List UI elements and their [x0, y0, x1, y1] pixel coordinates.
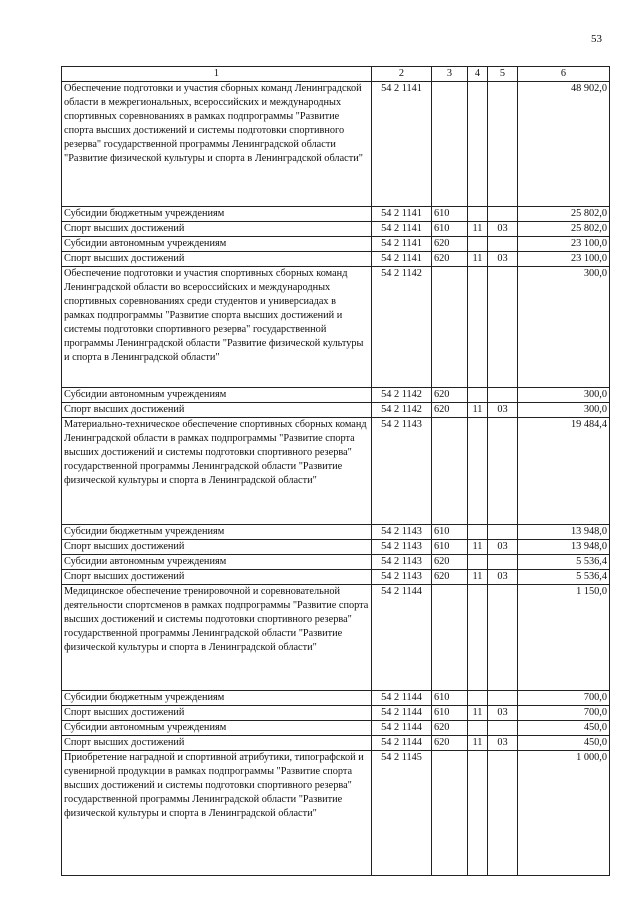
row-amount-cell: 700,0 — [518, 691, 610, 706]
program-row — [62, 585, 610, 691]
row-name-cell: Спорт высших достижений — [62, 252, 372, 267]
table-row — [62, 388, 610, 403]
row-col5-cell — [488, 207, 518, 222]
row-amount-cell: 300,0 — [518, 267, 610, 388]
row-code-cell: 54 2 1144 — [372, 736, 432, 751]
row-amount-cell: 450,0 — [518, 736, 610, 751]
row-name-cell: Спорт высших достижений — [62, 570, 372, 585]
row-amount-cell: 300,0 — [518, 388, 610, 403]
row-col3-cell: 620 — [432, 570, 468, 585]
table-row — [62, 736, 610, 751]
row-code-cell: 54 2 1143 — [372, 418, 432, 525]
row-col3-cell — [432, 751, 468, 876]
program-row — [62, 418, 610, 525]
row-col5-cell — [488, 82, 518, 207]
budget-table — [61, 66, 610, 876]
row-col4-cell — [468, 237, 488, 252]
table-row — [62, 222, 610, 237]
row-name-cell: Субсидии автономным учреждениям — [62, 388, 372, 403]
row-code-cell: 54 2 1142 — [372, 267, 432, 388]
header-col-6: 6 — [518, 67, 610, 82]
row-code-cell: 54 2 1144 — [372, 691, 432, 706]
row-col3-cell: 610 — [432, 691, 468, 706]
row-col3-cell: 620 — [432, 721, 468, 736]
row-col4-cell — [468, 691, 488, 706]
row-code-cell: 54 2 1141 — [372, 207, 432, 222]
row-code-cell: 54 2 1143 — [372, 525, 432, 540]
row-col5-cell: 03 — [488, 403, 518, 418]
row-amount-cell: 700,0 — [518, 706, 610, 721]
row-col3-cell — [432, 585, 468, 691]
table-row — [62, 403, 610, 418]
row-amount-cell: 23 100,0 — [518, 252, 610, 267]
table-row — [62, 570, 610, 585]
row-col3-cell — [432, 418, 468, 525]
page-number: 53 — [591, 33, 602, 45]
row-amount-cell: 48 902,0 — [518, 82, 610, 207]
row-col5-cell — [488, 691, 518, 706]
row-code-cell: 54 2 1143 — [372, 540, 432, 555]
row-amount-cell: 1 000,0 — [518, 751, 610, 876]
row-col5-cell — [488, 388, 518, 403]
row-col5-cell — [488, 525, 518, 540]
row-col3-cell: 620 — [432, 252, 468, 267]
row-col4-cell: 11 — [468, 540, 488, 555]
row-col5-cell — [488, 555, 518, 570]
table-row — [62, 252, 610, 267]
row-amount-cell: 450,0 — [518, 721, 610, 736]
row-code-cell: 54 2 1141 — [372, 252, 432, 267]
row-col3-cell: 620 — [432, 237, 468, 252]
row-name-cell: Субсидии автономным учреждениям — [62, 555, 372, 570]
row-col3-cell: 610 — [432, 706, 468, 721]
table-row — [62, 691, 610, 706]
row-code-cell: 54 2 1144 — [372, 721, 432, 736]
row-col5-cell: 03 — [488, 540, 518, 555]
row-col5-cell: 03 — [488, 736, 518, 751]
table-row — [62, 237, 610, 252]
row-name-cell: Спорт высших достижений — [62, 540, 372, 555]
table-header-row — [62, 67, 610, 82]
header-col-4: 4 — [468, 67, 488, 82]
row-amount-cell: 300,0 — [518, 403, 610, 418]
row-col3-cell: 620 — [432, 403, 468, 418]
program-row — [62, 267, 610, 388]
row-name-cell: Спорт высших достижений — [62, 736, 372, 751]
row-name-cell: Субсидии автономным учреждениям — [62, 721, 372, 736]
table-row — [62, 540, 610, 555]
table-row — [62, 525, 610, 540]
row-name-cell: Субсидии бюджетным учреждениям — [62, 525, 372, 540]
row-col4-cell: 11 — [468, 570, 488, 585]
header-col-5: 5 — [488, 67, 518, 82]
row-name-cell: Спорт высших достижений — [62, 706, 372, 721]
table-row — [62, 207, 610, 222]
row-name-cell: Спорт высших достижений — [62, 222, 372, 237]
row-col4-cell — [468, 82, 488, 207]
row-name-cell: Спорт высших достижений — [62, 403, 372, 418]
row-code-cell: 54 2 1144 — [372, 585, 432, 691]
row-col5-cell — [488, 237, 518, 252]
row-amount-cell: 13 948,0 — [518, 540, 610, 555]
row-name-cell: Субсидии автономным учреждениям — [62, 237, 372, 252]
row-amount-cell: 25 802,0 — [518, 207, 610, 222]
row-col3-cell — [432, 82, 468, 207]
row-code-cell: 54 2 1141 — [372, 222, 432, 237]
table-row — [62, 555, 610, 570]
row-col4-cell: 11 — [468, 222, 488, 237]
program-row — [62, 751, 610, 876]
row-code-cell: 54 2 1142 — [372, 403, 432, 418]
row-code-cell: 54 2 1144 — [372, 706, 432, 721]
header-col-2: 2 — [372, 67, 432, 82]
row-col3-cell: 620 — [432, 388, 468, 403]
row-col5-cell — [488, 267, 518, 388]
row-col3-cell: 610 — [432, 222, 468, 237]
row-col5-cell: 03 — [488, 570, 518, 585]
row-col5-cell — [488, 418, 518, 525]
row-amount-cell: 19 484,4 — [518, 418, 610, 525]
table-row — [62, 721, 610, 736]
header-col-3: 3 — [432, 67, 468, 82]
row-code-cell: 54 2 1142 — [372, 388, 432, 403]
row-amount-cell: 5 536,4 — [518, 555, 610, 570]
row-name-cell: Субсидии бюджетным учреждениям — [62, 207, 372, 222]
table-row — [62, 706, 610, 721]
row-name-cell: Материально-техническое обеспечение спортивных сборных команд Ленинградской области в рамках подпрограммы "Развитие спорта высших достижений и системы подготовки спортивного резерва" государственной программы Ленинградской области "Развитие физической культуры и спорта в Ленинградской области" — [62, 418, 372, 525]
row-col4-cell — [468, 388, 488, 403]
row-col4-cell: 11 — [468, 736, 488, 751]
row-col4-cell — [468, 525, 488, 540]
row-col5-cell — [488, 751, 518, 876]
program-row — [62, 82, 610, 207]
row-col4-cell — [468, 721, 488, 736]
row-amount-cell: 25 802,0 — [518, 222, 610, 237]
row-name-cell: Медицинское обеспечение тренировочной и соревновательной деятельности спортсменов в рамках подпрограммы "Развитие спорта высших достижений и системы подготовки спортивного резерва" государственной программы Ленинградской области "Развитие физической культуры и спорта в Ленинградской области" — [62, 585, 372, 691]
row-code-cell: 54 2 1145 — [372, 751, 432, 876]
row-name-cell: Обеспечение подготовки и участия спортивных сборных команд Ленинградской области во всероссийских и международных спортивных соревнованиях среди студентов и универсиадах в рамках подпрограммы "Развитие спорта высших достижений и системы подготовки спортивного резерва" государственной программы Ленинградской области "Развитие физической культуры и спорта в Ленинградской области" — [62, 267, 372, 388]
row-col4-cell — [468, 555, 488, 570]
row-col3-cell: 610 — [432, 540, 468, 555]
row-name-cell: Обеспечение подготовки и участия сборных команд Ленинградской области в межрегиональных, всероссийских и международных спортивных соревнованиях в рамках подпрограммы "Развитие спорта высших достижений и системы подготовки спортивного резерва" государственной программы Ленинградской области "Развитие физической культуры и спорта в Ленинградской области" — [62, 82, 372, 207]
row-amount-cell: 23 100,0 — [518, 237, 610, 252]
row-name-cell: Субсидии бюджетным учреждениям — [62, 691, 372, 706]
row-amount-cell: 5 536,4 — [518, 570, 610, 585]
row-col3-cell: 610 — [432, 525, 468, 540]
row-col4-cell: 11 — [468, 706, 488, 721]
row-col5-cell: 03 — [488, 706, 518, 721]
row-col3-cell: 620 — [432, 555, 468, 570]
row-code-cell: 54 2 1141 — [372, 82, 432, 207]
row-col3-cell — [432, 267, 468, 388]
row-col5-cell — [488, 585, 518, 691]
row-col4-cell — [468, 751, 488, 876]
row-col4-cell: 11 — [468, 252, 488, 267]
row-name-cell: Приобретение наградной и спортивной атрибутики, типографской и сувенирной продукции в рамках подпрограммы "Развитие спорта высших достижений и системы подготовки спортивного резерва" государственной программы Ленинградской области "Развитие физической культуры и спорта в Ленинградской области" — [62, 751, 372, 876]
header-col-1: 1 — [62, 67, 372, 82]
row-code-cell: 54 2 1143 — [372, 570, 432, 585]
row-amount-cell: 13 948,0 — [518, 525, 610, 540]
row-col4-cell: 11 — [468, 403, 488, 418]
row-code-cell: 54 2 1141 — [372, 237, 432, 252]
row-col5-cell — [488, 721, 518, 736]
row-col4-cell — [468, 585, 488, 691]
row-code-cell: 54 2 1143 — [372, 555, 432, 570]
row-col5-cell: 03 — [488, 222, 518, 237]
row-col4-cell — [468, 267, 488, 388]
row-col4-cell — [468, 207, 488, 222]
row-col5-cell: 03 — [488, 252, 518, 267]
row-col3-cell: 610 — [432, 207, 468, 222]
row-amount-cell: 1 150,0 — [518, 585, 610, 691]
row-col4-cell — [468, 418, 488, 525]
row-col3-cell: 620 — [432, 736, 468, 751]
